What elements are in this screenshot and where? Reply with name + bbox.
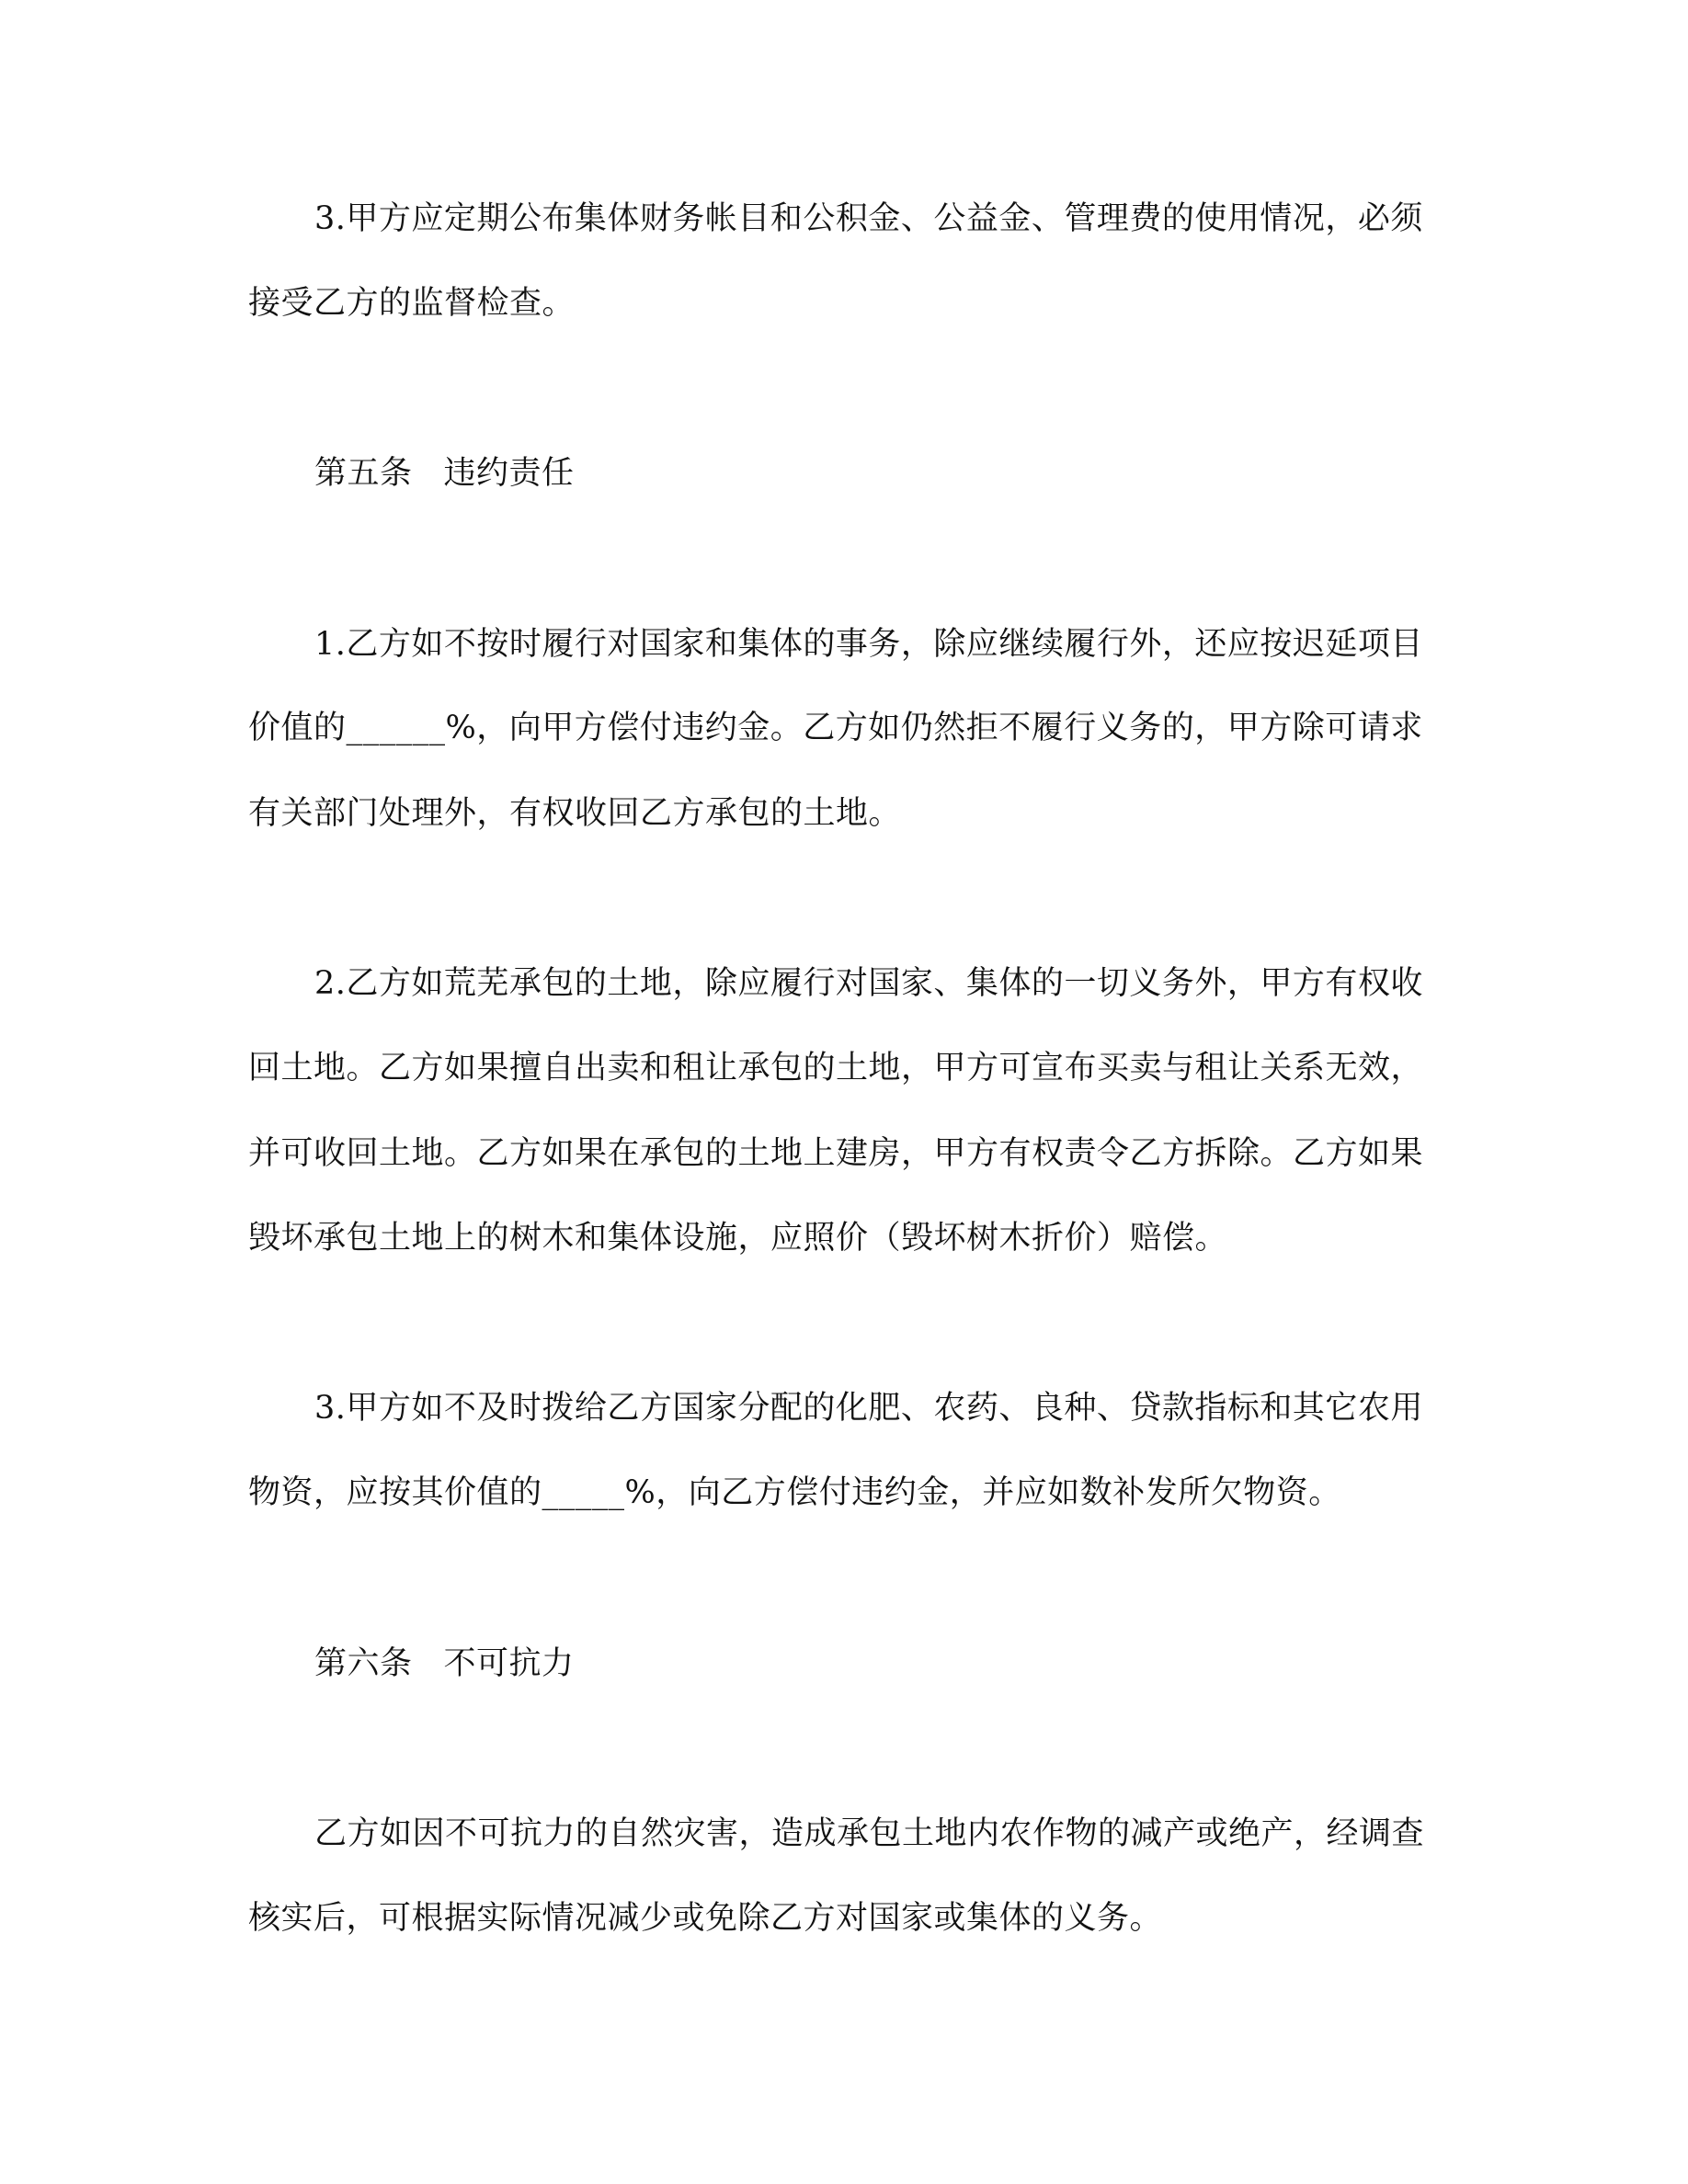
- clause-1-line-1: 1.乙方如不按时履行对国家和集体的事务，除应继续履行外，还应按迟延项目: [314, 626, 1423, 663]
- clause-3-line-1: 3.甲方如不及时拨给乙方国家分配的化肥、农药、良种、贷款指标和其它农用: [314, 1390, 1423, 1427]
- paragraph-3-line-1: 3.甲方应定期公布集体财务帐目和公积金、公益金、管理费的使用情况，必须: [314, 200, 1423, 237]
- clause-1-line-3: 有关部门处理外，有权收回乙方承包的土地。: [248, 795, 902, 832]
- section-5-heading: [314, 453, 1510, 494]
- section-5-title: 违约责任: [443, 455, 575, 492]
- clause-2-line-4: 毁坏承包土地上的树木和集体设施，应照价（毁坏树木折价）赔偿。: [248, 1220, 1228, 1257]
- section-6-title: 不可抗力: [443, 1645, 575, 1682]
- force-majeure-line-1: 乙方如因不可抗力的自然灾害，造成承包土地内农作物的减产或绝产，经调查: [314, 1815, 1425, 1852]
- clause-2-line-2: 回土地。乙方如果擅自出卖和租让承包的土地，甲方可宣布买卖与租让关系无效，: [248, 1050, 1424, 1086]
- clause-2-line-1: 2.乙方如荒芜承包的土地，除应履行对国家、集体的一切义务外，甲方有权收: [314, 965, 1423, 1002]
- section-6-heading: [314, 1644, 1510, 1684]
- force-majeure-line-2: 核实后，可根据实际情况减少或免除乙方对国家或集体的义务。: [248, 1900, 1163, 1937]
- section-6-number: 第六条: [314, 1645, 413, 1682]
- clause-3-line-2: 物资，应按其价值的_____%，向乙方偿付违约金，并应如数补发所欠物资。: [248, 1474, 1341, 1511]
- clause-1-line-2: 价值的______%，向甲方偿付违约金。乙方如仍然拒不履行义务的，甲方除可请求: [248, 710, 1423, 746]
- section-5-number: 第五条: [314, 455, 413, 492]
- clause-2-line-3: 并可收回土地。乙方如果在承包的土地上建房，甲方有权责令乙方拆除。乙方如果: [248, 1135, 1424, 1172]
- paragraph-3-line-2: 接受乙方的监督检查。: [248, 285, 576, 322]
